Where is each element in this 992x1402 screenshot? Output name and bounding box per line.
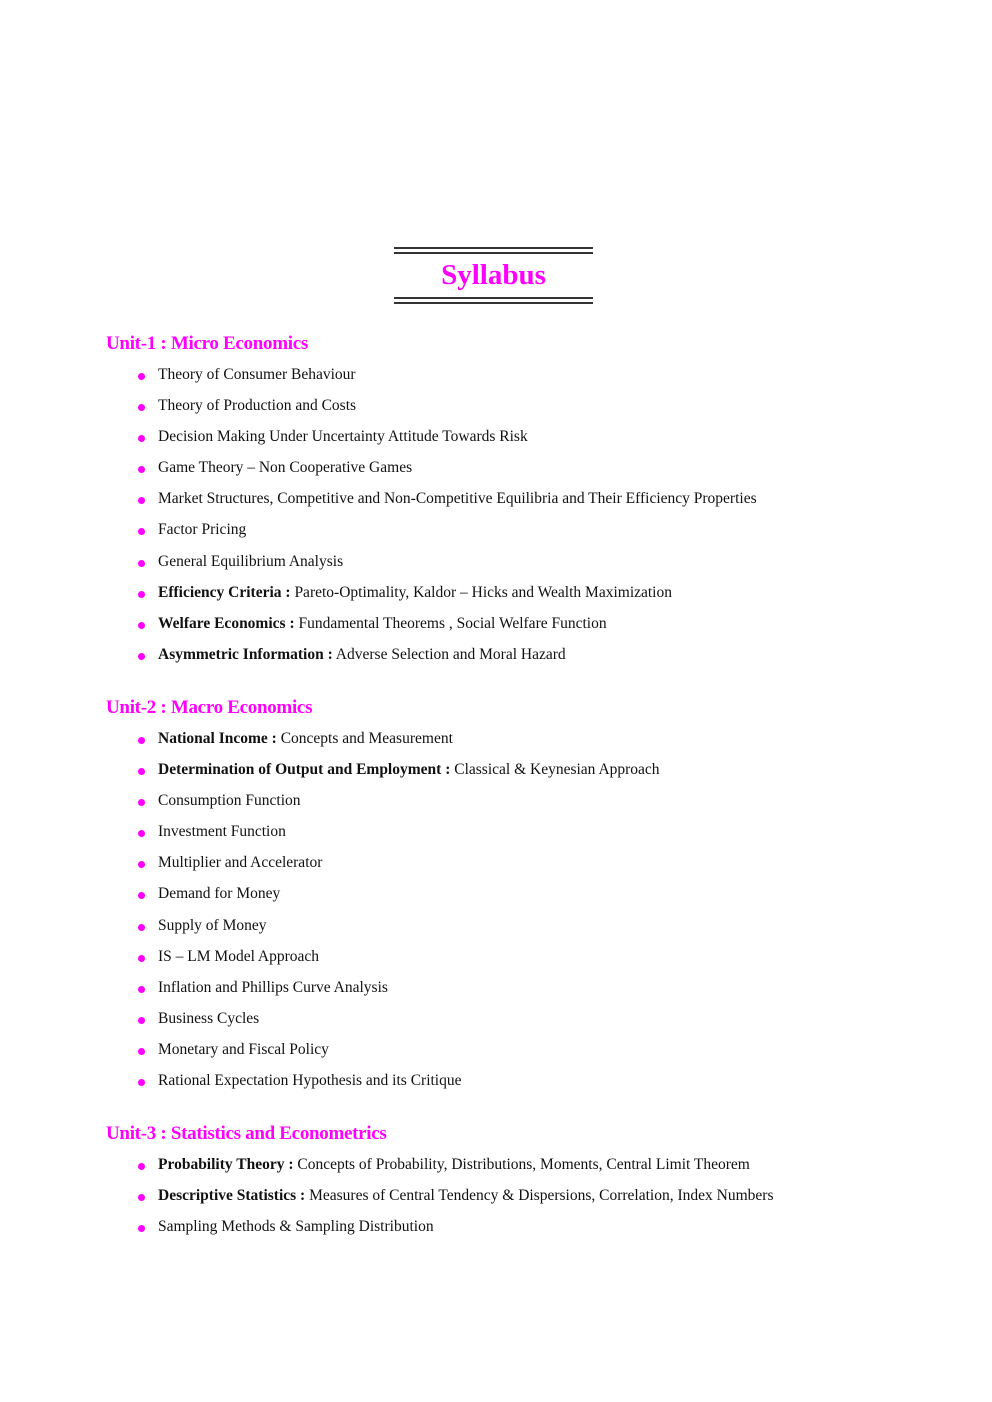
topic-list: [106, 1149, 906, 1242]
list-item: [106, 1211, 906, 1242]
list-item: [106, 390, 906, 421]
bullet-icon: [138, 768, 145, 775]
list-item: [106, 941, 906, 972]
unit-section: [106, 1119, 906, 1242]
topic-text: Business Cycles: [158, 1009, 260, 1027]
topic-text: Demand for Money: [158, 885, 281, 903]
topic-text: Rational Expectation Hypothesis and its Critique: [158, 1071, 462, 1089]
bullet-icon: [138, 861, 145, 868]
list-item: [106, 972, 906, 1003]
bullet-icon: [138, 1017, 145, 1024]
bullet-icon: [138, 1225, 145, 1232]
unit-heading: Unit-3 : Statistics and Econometrics: [106, 1123, 387, 1145]
topic-text: Theory of Consumer Behaviour: [158, 366, 356, 383]
topic-list: [106, 723, 906, 1096]
bullet-icon: [138, 591, 145, 598]
topic-text: IS – LM Model Approach: [158, 947, 320, 965]
bullet-icon: [138, 622, 145, 629]
list-item: [106, 359, 906, 390]
topic-text: Inflation and Phillips Curve Analysis: [158, 978, 388, 996]
topic-text: Game Theory – Non Cooperative Games: [158, 459, 413, 477]
list-item: [106, 754, 906, 785]
topic-text: Adverse Selection and Moral Hazard: [335, 645, 566, 663]
topic-text: Decision Making Under Uncertainty Attitude Towards Risk: [158, 428, 528, 446]
list-item: [106, 878, 906, 909]
list-item: [106, 1180, 906, 1211]
topic-text: General Equilibrium Analysis: [158, 552, 344, 570]
topic-text: Concepts and Measurement: [280, 729, 453, 747]
bullet-icon: [138, 373, 145, 380]
bullet-icon: [138, 528, 145, 535]
bullet-icon: [138, 955, 145, 962]
list-item: [106, 847, 906, 878]
bullet-icon: [138, 1079, 145, 1086]
topic-label: Descriptive Statistics :: [158, 1187, 306, 1205]
list-item: [106, 639, 906, 670]
list-item: [106, 546, 906, 577]
topic-text: Measures of Central Tendency & Dispersions, Correlation, Index Numbers: [309, 1187, 774, 1205]
topic-text: Classical & Keynesian Approach: [454, 761, 660, 779]
topic-text: Sampling Methods & Sampling Distribution: [158, 1218, 434, 1236]
bullet-icon: [138, 560, 145, 567]
title-block: [394, 247, 593, 305]
list-item: [106, 1003, 906, 1034]
bullet-icon: [138, 1163, 145, 1170]
unit-heading: Unit-1 : Micro Economics: [106, 333, 308, 354]
list-item: [106, 577, 906, 608]
title-top-double-rule: [394, 247, 593, 254]
list-item: [106, 1065, 906, 1096]
list-item: [106, 514, 906, 545]
unit-section: [106, 329, 906, 670]
topic-text: Fundamental Theorems , Social Welfare Function: [298, 614, 607, 632]
bullet-icon: [138, 653, 145, 660]
bullet-icon: [138, 924, 145, 931]
topic-text: Consumption Function: [158, 792, 301, 810]
topic-text: Investment Function: [158, 823, 286, 841]
topic-label: Determination of Output and Employment :: [158, 761, 451, 779]
list-item: [106, 910, 906, 941]
topic-text: Factor Pricing: [158, 521, 247, 539]
list-item: [106, 723, 906, 754]
topic-list: [106, 359, 906, 670]
topic-label: Efficiency Criteria :: [158, 583, 291, 601]
bullet-icon: [138, 892, 145, 899]
topic-label: Welfare Economics :: [158, 614, 295, 632]
topic-text: Concepts of Probability, Distributions, Moments, Central Limit Theorem: [297, 1156, 750, 1174]
bullet-icon: [138, 830, 145, 837]
bullet-icon: [138, 1048, 145, 1055]
topic-label: Probability Theory :: [158, 1156, 294, 1174]
unit-heading: Unit-2 : Macro Economics: [106, 696, 313, 718]
list-item: [106, 452, 906, 483]
topic-text: Market Structures, Competitive and Non-Competitive Equilibria and Their Efficiency Properties: [158, 490, 757, 508]
list-item: [106, 785, 906, 816]
unit-section: [106, 693, 906, 1096]
title-bottom-double-rule: [394, 297, 593, 304]
bullet-icon: [138, 737, 145, 744]
bullet-icon: [138, 986, 145, 993]
bullet-icon: [138, 466, 145, 473]
bullet-icon: [138, 435, 145, 442]
list-item: [106, 483, 906, 514]
page-title: Syllabus: [441, 259, 546, 291]
list-item: [106, 608, 906, 639]
topic-text: Pareto-Optimality, Kaldor – Hicks and Wealth Maximization: [294, 583, 672, 601]
topic-text: Supply of Money: [158, 916, 267, 934]
topic-text: Theory of Production and Costs: [158, 397, 357, 415]
list-item: [106, 816, 906, 847]
topic-text: Multiplier and Accelerator: [158, 854, 323, 872]
list-item: [106, 1034, 906, 1065]
bullet-icon: [138, 799, 145, 806]
topic-label: National Income :: [158, 729, 277, 747]
topic-text: Monetary and Fiscal Policy: [158, 1040, 329, 1058]
topic-label: Asymmetric Information :: [158, 645, 333, 663]
syllabus-content: [106, 329, 906, 1242]
bullet-icon: [138, 404, 145, 411]
list-item: [106, 421, 906, 452]
bullet-icon: [138, 497, 145, 504]
bullet-icon: [138, 1194, 145, 1201]
list-item: [106, 1149, 906, 1180]
